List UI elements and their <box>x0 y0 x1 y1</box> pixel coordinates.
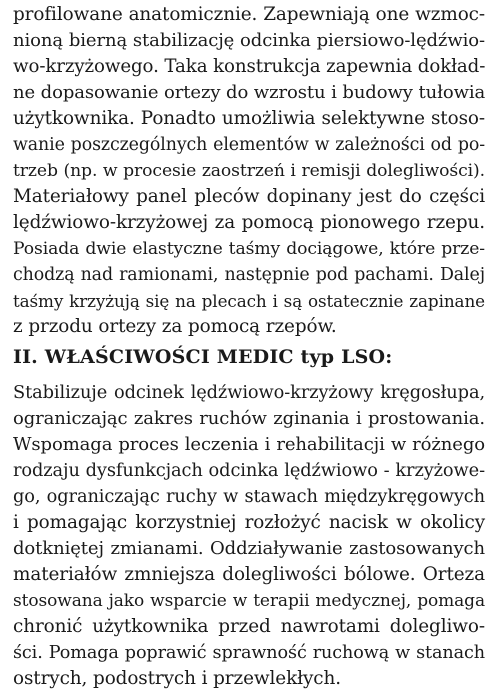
text-line: wanie poszczególnych elementów w zależności od po- <box>13 135 485 155</box>
text-line: użytkownika. Ponadto umożliwia selektywne stoso- <box>13 108 485 129</box>
text-line: dotkniętej zmianami. Oddziaływanie zastosowanych <box>13 538 485 559</box>
text-line: ograniczając zakres ruchów zginania i prostowania. <box>13 408 485 429</box>
text-line: Materiałowy panel pleców dopinany jest do części <box>13 186 485 207</box>
text-line: taśmy krzyżują się na plecach i są ostatecznie zapinane <box>13 291 485 311</box>
text-line: ne dopasowanie ortezy do wzrostu i budowy tułowia <box>13 82 486 103</box>
text-line: profilowane anatomicznie. Zapewniają one wzmoc- <box>13 4 485 25</box>
text-line: wo-krzyżowego. Taka konstrukcja zapewnia dokład- <box>13 56 486 77</box>
text-line: chronić użytkownika przed nawrotami dolegliwo- <box>13 616 485 637</box>
text-line: i pomagając korzystniej rozłożyć nacisk w okolicy <box>13 512 485 533</box>
text-line: Posiada dwie elastyczne taśmy dociągowe, które prze- <box>13 239 485 259</box>
text-line: lędźwiowo-krzyżowej za pomocą pionowego rzepu. <box>13 212 485 233</box>
text-line: ści. Pomaga poprawić sprawność ruchową w stanach <box>13 643 485 663</box>
text-line: Stabilizuje odcinek lędźwiowo-krzyżowy kręgosłupa, <box>13 382 485 403</box>
text-line: go, ograniczając ruchy w stawach międzykręgowych <box>13 486 485 507</box>
text-line: chodzą nad ramionami, następnie pod pachami. Dalej <box>13 265 485 285</box>
text-line: Wspomaga proces leczenia i rehabilitacji w różnego <box>13 434 485 455</box>
text-line: stosowana jako wsparcie w terapii medycznej, pomaga <box>13 591 485 611</box>
paragraph-construction <box>13 2 485 340</box>
section-heading: II. WŁAŚCIWOŚCI MEDIC typ LSO: <box>13 346 393 368</box>
text-line: ostrych, podostrych i przewlekłych. <box>13 668 341 689</box>
text-line: trzeb (np. w procesie zaostrzeń i remisji dolegliwości). <box>13 161 485 181</box>
text-line: rodzaju dysfunkcjach odcinka lędźwiowo - krzyżowe- <box>13 460 485 481</box>
text-line: z przodu ortezy za pomocą rzepów. <box>13 316 337 337</box>
text-line: materiałów zmniejsza dolegliwości bólowe. Orteza <box>13 564 485 585</box>
paragraph-properties <box>13 380 485 692</box>
text-line: nioną bierną stabilizację odcinka piersiowo-lędźwio- <box>13 30 485 51</box>
